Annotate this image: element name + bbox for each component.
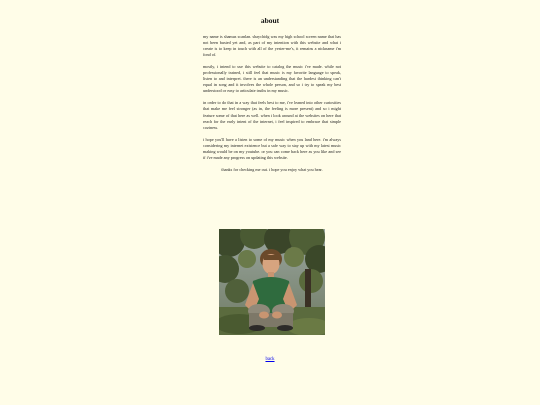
closing-line: thanks for checking me out. i hope you enjoy what you hear. [221,166,323,172]
portrait-photo [219,229,325,335]
about-paragraph: my name is shamus scanlan. shaychidg was my high school screen name that has not been busted yet and, as part of my intention with this website and what i create is to keep in touch with all of the yester-me's, it remains a nickname i'm fond of. [203,34,341,58]
about-text [203,34,341,179]
back-link-container [0,357,540,362]
about-paragraph: in order to do that in a way that feels best to me, i've leaned into other curiosities that make me feel stronger (as in, the feeling is more present) and so i might feature some of that here as well. when i look around at the websites on here that reach for the early intent of the internet, i feel inspired to embrace that simple coziness. [203,100,341,130]
about-paragraph: i hope you'll have a listen to some of my music when you land here. i'm always considering my internet existence but a safe way to stay up with my latest music making would be on my youtube. or you can come back here as you like and see if i've made any progress on updating this website. [203,136,341,160]
back-link[interactable]: back [265,357,275,362]
about-paragraph: mostly, i intend to use this website to catalog the music i've made. while not professionally trained, i still feel that music is my favorite language to speak, listen to and interpret. there is an understanding that the hardest thinking can't equal in song and it involves the whole person, and so i try to speak my best understood or easy to articulate truths in my music. [203,64,341,94]
page-title: about [260,16,280,25]
